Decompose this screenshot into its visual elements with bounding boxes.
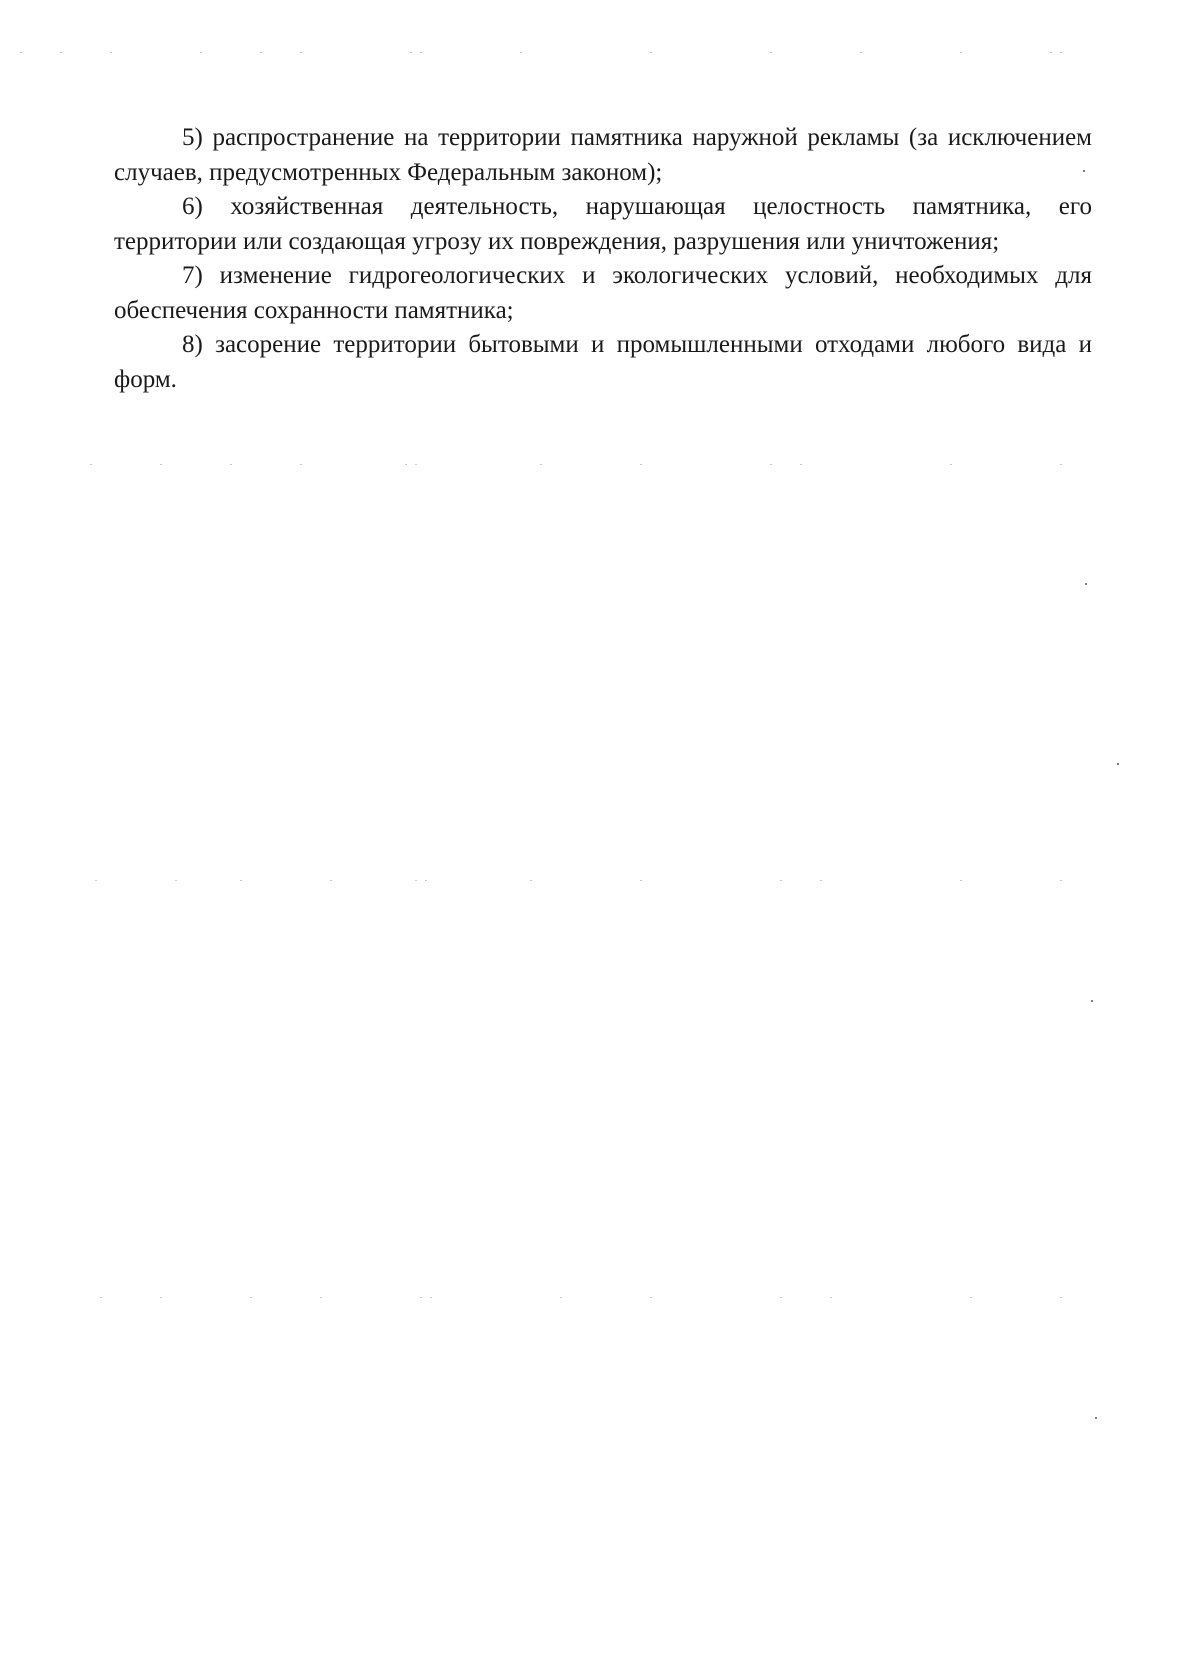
list-item-7: 7) изменение гидрогеологических и экологических условий, необходимых для обеспечения сохранности памятника; — [114, 262, 1092, 324]
scan-speck — [1091, 1000, 1093, 1002]
document-body — [114, 121, 1092, 397]
scan-noise-top — [0, 52, 1200, 54]
scan-noise-2 — [0, 880, 1200, 882]
list-item-6: 6) хозяйственная деятельность, нарушающая целостность памятника, его территории или создающая угрозу их повреждения, разрушения или уничтожения; — [114, 193, 1092, 255]
list-item-5: 5) распространение на территории памятника наружной рекламы (за исключением случаев, предусмотренных Федеральным законом); — [114, 124, 1092, 186]
scan-noise-1 — [0, 464, 1200, 466]
scan-speck — [1117, 763, 1119, 765]
list-item-8: 8) засорение территории бытовыми и промышленными отходами любого вида и форм. — [114, 331, 1092, 393]
scan-noise-3 — [0, 1297, 1200, 1299]
scan-speck — [1095, 1417, 1097, 1419]
scan-speck — [1085, 583, 1087, 585]
